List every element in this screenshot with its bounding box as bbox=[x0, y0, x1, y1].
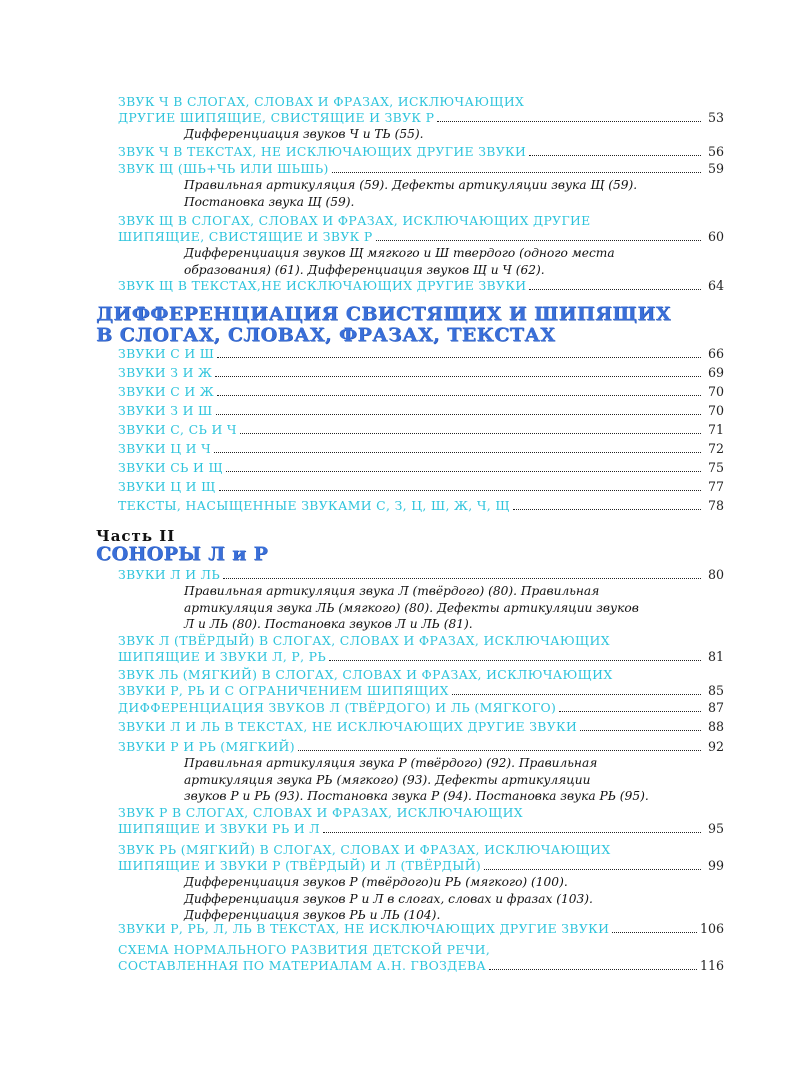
toc-entry-line bbox=[118, 718, 724, 735]
toc-entry-title[interactable]: СХЕМА НОРМАЛЬНОГО РАЗВИТИЯ ДЕТСКОЙ РЕЧИ, bbox=[118, 942, 491, 957]
dot-leader bbox=[612, 920, 697, 933]
page-number[interactable]: 85 bbox=[707, 683, 724, 698]
toc-entry-title[interactable]: ЗВУКИ З И Ш bbox=[118, 403, 213, 418]
toc-entry-line bbox=[118, 648, 724, 665]
page-number[interactable]: 87 bbox=[707, 700, 724, 715]
toc-entry-title[interactable]: ЗВУК Щ В ТЕКСТАХ,НЕ ИСКЛЮЧАЮЩИХ ДРУГИЕ ЗВУКИ bbox=[118, 278, 527, 293]
toc-entry[interactable] bbox=[118, 940, 724, 974]
toc-entry-title[interactable]: ЗВУК РЬ (МЯГКИЙ) В СЛОГАХ, СЛОВАХ И ФРАЗАХ, ИСКЛЮЧАЮЩИХ bbox=[118, 842, 611, 857]
toc-entry-title[interactable]: ЗВУК Щ (ШЬ+ЧЬ ИЛИ ШЬШЬ) bbox=[118, 161, 329, 176]
toc-entry-line bbox=[118, 682, 724, 699]
toc-entry-title[interactable]: ЗВУК Ч В ТЕКСТАХ, НЕ ИСКЛЮЧАЮЩИХ ДРУГИЕ ЗВУКИ bbox=[118, 144, 527, 159]
page-number[interactable]: 81 bbox=[707, 649, 724, 664]
toc-entry-subtopics bbox=[118, 874, 644, 924]
toc-entry-title[interactable]: ДИФФЕРЕНЦИАЦИЯ ЗВУКОВ Л (ТВЁРДОГО) И ЛЬ (МЯГКОГО) bbox=[118, 700, 557, 715]
page-number[interactable]: 70 bbox=[707, 384, 724, 399]
dot-leader bbox=[323, 820, 701, 833]
toc-entry-title[interactable]: ЗВУК Р В СЛОГАХ, СЛОВАХ И ФРАЗАХ, ИСКЛЮЧАЮЩИХ bbox=[118, 805, 523, 820]
toc-entry-line bbox=[118, 566, 724, 583]
toc-entry-line bbox=[118, 277, 724, 294]
subtopic-line: артикуляция звука ЛЬ (мягкого) (80). Дефекты артикуляции звуков bbox=[184, 600, 639, 615]
subtopic-line: Постановка звука Щ (59). bbox=[184, 194, 355, 209]
page-number[interactable]: 70 bbox=[707, 403, 724, 418]
dot-leader bbox=[529, 143, 701, 156]
dot-leader bbox=[226, 459, 701, 472]
dot-leader bbox=[219, 478, 701, 491]
toc-entry-line bbox=[118, 820, 724, 837]
toc-entry[interactable] bbox=[118, 143, 724, 160]
page-number[interactable]: 53 bbox=[707, 110, 724, 125]
toc-entry-title[interactable]: ЗВУКИ Ц И Ч bbox=[118, 441, 212, 456]
page-number[interactable]: 106 bbox=[699, 921, 724, 936]
toc-entry-title[interactable]: ЗВУК Щ В СЛОГАХ, СЛОВАХ И ФРАЗАХ, ИСКЛЮЧАЮЩИХ ДРУГИЕ bbox=[118, 213, 591, 228]
page-number[interactable]: 95 bbox=[707, 821, 724, 836]
page-number[interactable]: 69 bbox=[707, 365, 724, 380]
dot-leader bbox=[437, 109, 701, 122]
toc-entry[interactable] bbox=[118, 803, 724, 837]
dot-leader bbox=[240, 421, 701, 434]
toc-entry[interactable] bbox=[118, 364, 724, 381]
toc-entry-title[interactable]: ЗВУКИ Р, РЬ И С ОГРАНИЧЕНИЕМ ШИПЯЩИХ bbox=[118, 683, 449, 698]
toc-entry-line bbox=[118, 803, 724, 820]
dot-leader bbox=[329, 648, 701, 661]
subtopic-line: звуков Р и РЬ (93). Постановка звука Р (94). Постановка звука РЬ (95). bbox=[184, 789, 649, 803]
toc-entry[interactable] bbox=[118, 497, 724, 514]
subtopic-line: артикуляция звука РЬ (мягкого) (93). Дефекты артикуляции bbox=[184, 772, 591, 787]
toc-entry-title[interactable]: ЗВУКИ Ц И Щ bbox=[118, 479, 216, 494]
toc-entry-line bbox=[118, 109, 724, 126]
toc-entry-line bbox=[118, 497, 724, 514]
dot-leader bbox=[559, 699, 701, 712]
toc-entry[interactable] bbox=[118, 718, 724, 735]
toc-entry[interactable] bbox=[118, 440, 724, 457]
toc-entry-line bbox=[118, 345, 724, 362]
dot-leader bbox=[376, 228, 701, 241]
toc-entry[interactable] bbox=[118, 421, 724, 438]
toc-entry-line bbox=[118, 738, 724, 755]
toc-entry-subtopics bbox=[118, 177, 644, 210]
dot-leader bbox=[217, 345, 701, 358]
dot-leader bbox=[489, 957, 697, 970]
toc-entry-line bbox=[118, 364, 724, 381]
part-label: Часть II bbox=[96, 527, 176, 545]
dot-leader bbox=[513, 497, 701, 510]
page-number[interactable]: 99 bbox=[707, 858, 724, 873]
toc-entry[interactable] bbox=[118, 665, 724, 699]
dot-leader bbox=[214, 440, 701, 453]
page-number[interactable]: 60 bbox=[707, 229, 724, 244]
page-number[interactable]: 64 bbox=[707, 278, 724, 293]
toc-entry-title[interactable]: СОСТАВЛЕННАЯ ПО МАТЕРИАЛАМ А.Н. ГВОЗДЕВА bbox=[118, 958, 487, 973]
subtopic-line: Дифференциация звуков Ч и ТЬ (55). bbox=[184, 127, 424, 141]
toc-entry[interactable] bbox=[118, 840, 724, 924]
page-number[interactable]: 75 bbox=[707, 460, 724, 475]
subtopic-line: Дифференциация звуков Щ мягкого и Ш твердого (одного места bbox=[184, 246, 615, 260]
dot-leader bbox=[452, 682, 701, 695]
page-number[interactable]: 78 bbox=[707, 498, 724, 513]
dot-leader bbox=[298, 738, 701, 751]
dot-leader bbox=[580, 718, 701, 731]
page-number[interactable]: 77 bbox=[707, 479, 724, 494]
toc-entry-title[interactable]: ЗВУК Л (ТВЁРДЫЙ) В СЛОГАХ, СЛОВАХ И ФРАЗАХ, ИСКЛЮЧАЮЩИХ bbox=[118, 633, 610, 648]
toc-entry-title[interactable]: ЗВУКИ С И Ж bbox=[118, 384, 215, 399]
subtopic-line: Правильная артикуляция звука Р (твёрдого) (92). Правильная bbox=[184, 756, 598, 770]
toc-entry[interactable] bbox=[118, 738, 724, 805]
toc-entry-title[interactable]: ЗВУК Ч В СЛОГАХ, СЛОВАХ И ФРАЗАХ, ИСКЛЮЧАЮЩИХ bbox=[118, 94, 525, 109]
toc-entry-title[interactable]: ТЕКСТЫ, НАСЫЩЕННЫЕ ЗВУКАМИ С, З, Ц, Ш, Ж, Ч, Щ bbox=[118, 498, 510, 513]
dot-leader bbox=[223, 566, 701, 579]
toc-entry-line bbox=[118, 440, 724, 457]
subtopic-line: Правильная артикуляция звука Л (твёрдого) (80). Правильная bbox=[184, 584, 600, 598]
toc-entry-line bbox=[118, 92, 724, 109]
page-number[interactable]: 72 bbox=[707, 441, 724, 456]
toc-entry-title[interactable]: ЗВУК ЛЬ (МЯГКИЙ) В СЛОГАХ, СЛОВАХ И ФРАЗАХ, ИСКЛЮЧАЮЩИХ bbox=[118, 667, 613, 682]
dot-leader bbox=[332, 160, 701, 173]
toc-entry-line bbox=[118, 143, 724, 160]
toc-entry[interactable] bbox=[118, 211, 724, 278]
toc-entry[interactable] bbox=[118, 277, 724, 294]
toc-entry-title[interactable]: ЗВУКИ СЬ И Щ bbox=[118, 460, 223, 475]
page-number[interactable]: 116 bbox=[699, 958, 724, 973]
toc-entry-line bbox=[118, 421, 724, 438]
part-title: СОНОРЫ Л и Р bbox=[96, 543, 268, 565]
toc-entry-line bbox=[118, 631, 724, 648]
toc-entry-line bbox=[118, 957, 724, 974]
toc-entry[interactable] bbox=[118, 566, 724, 633]
toc-entry-line bbox=[118, 665, 724, 682]
toc-entry-line bbox=[118, 699, 724, 716]
page-number[interactable]: 92 bbox=[707, 739, 724, 754]
toc-entry-line bbox=[118, 920, 724, 937]
dot-leader bbox=[217, 383, 701, 396]
toc-entry[interactable] bbox=[118, 345, 724, 362]
toc-entry-subtopics bbox=[118, 245, 644, 278]
toc-entry-title[interactable]: ЗВУКИ Л И ЛЬ В ТЕКСТАХ, НЕ ИСКЛЮЧАЮЩИХ ДРУГИЕ ЗВУКИ bbox=[118, 719, 578, 734]
section-title-line: ДИФФЕРЕНЦИАЦИЯ СВИСТЯЩИХ И ШИПЯЩИХ bbox=[96, 303, 671, 325]
toc-entry-title[interactable]: ДРУГИЕ ШИПЯЩИЕ, СВИСТЯЩИЕ И ЗВУК Р bbox=[118, 110, 435, 125]
dot-leader bbox=[484, 857, 701, 870]
toc-entry-line bbox=[118, 402, 724, 419]
toc-entry[interactable] bbox=[118, 699, 724, 716]
toc-entry[interactable] bbox=[118, 402, 724, 419]
toc-entry-title[interactable]: ЗВУКИ С, СЬ И Ч bbox=[118, 422, 237, 437]
page-number[interactable]: 56 bbox=[707, 144, 724, 159]
subtopic-line: Дифференциация звуков РЬ и ЛЬ (104). bbox=[184, 908, 441, 922]
dot-leader bbox=[529, 277, 701, 290]
toc-entry-title[interactable]: ШИПЯЩИЕ, СВИСТЯЩИЕ И ЗВУК Р bbox=[118, 229, 373, 244]
subtopic-line: Дифференциация звуков Р и Л в слогах, словах и фразах (103). bbox=[184, 891, 593, 906]
toc-entry-line bbox=[118, 160, 724, 177]
subtopic-line: Правильная артикуляция (59). Дефекты артикуляции звука Щ (59). bbox=[184, 178, 638, 192]
toc-entry-title[interactable]: ШИПЯЩИЕ И ЗВУКИ Р (ТВЁРДЫЙ) И Л (ТВЁРДЫЙ) bbox=[118, 858, 482, 873]
page-number[interactable]: 80 bbox=[707, 567, 724, 582]
toc-entry-line bbox=[118, 211, 724, 228]
toc-entry[interactable] bbox=[118, 160, 724, 210]
dot-leader bbox=[215, 364, 701, 377]
toc-entry-title[interactable]: ЗВУКИ З И Ж bbox=[118, 365, 213, 380]
toc-entry-line bbox=[118, 840, 724, 857]
toc-entry-title[interactable]: ШИПЯЩИЕ И ЗВУКИ Л, Р, РЬ bbox=[118, 649, 327, 664]
subtopic-line: Дифференциация звуков Р (твёрдого)и РЬ (мягкого) (100). bbox=[184, 875, 568, 889]
toc-entry-line bbox=[118, 228, 724, 245]
toc-entry-subtopics bbox=[118, 755, 649, 805]
toc-entry-title[interactable]: ЗВУКИ Л И ЛЬ bbox=[118, 567, 221, 582]
toc-entry[interactable] bbox=[118, 920, 724, 937]
toc-entry-line bbox=[118, 383, 724, 400]
toc-entry[interactable] bbox=[118, 478, 724, 495]
page-number[interactable]: 88 bbox=[707, 719, 724, 734]
toc-entry-subtopics bbox=[118, 126, 644, 143]
toc-entry-line bbox=[118, 940, 724, 957]
toc-entry[interactable] bbox=[118, 631, 724, 665]
page-number[interactable]: 66 bbox=[707, 346, 724, 361]
subtopic-line: образования) (61). Дифференциация звуков Щ и Ч (62). bbox=[184, 262, 545, 277]
subtopic-line: Л и ЛЬ (80). Постановка звуков Л и ЛЬ (81). bbox=[184, 617, 473, 631]
toc-entry-title[interactable]: ЗВУКИ Р И РЬ (МЯГКИЙ) bbox=[118, 739, 295, 754]
page-number[interactable]: 59 bbox=[707, 161, 724, 176]
toc-entry-subtopics bbox=[118, 583, 644, 633]
toc-entry-title[interactable]: ШИПЯЩИЕ И ЗВУКИ РЬ И Л bbox=[118, 821, 320, 836]
toc-entry[interactable] bbox=[118, 459, 724, 476]
toc-entry[interactable] bbox=[118, 383, 724, 400]
section-title-line: В СЛОГАХ, СЛОВАХ, ФРАЗАХ, ТЕКСТАХ bbox=[96, 324, 556, 346]
page-number[interactable]: 71 bbox=[707, 422, 724, 437]
toc-entry-title[interactable]: ЗВУКИ С И Ш bbox=[118, 346, 215, 361]
toc-entry-line bbox=[118, 478, 724, 495]
toc-entry[interactable] bbox=[118, 92, 724, 143]
section-title-differentiation bbox=[96, 304, 671, 346]
toc-entry-title[interactable]: ЗВУКИ Р, РЬ, Л, ЛЬ В ТЕКСТАХ, НЕ ИСКЛЮЧАЮЩИХ ДРУГИЕ ЗВУКИ bbox=[118, 921, 610, 936]
toc-entry-line bbox=[118, 459, 724, 476]
dot-leader bbox=[216, 402, 701, 415]
toc-entry-line bbox=[118, 857, 724, 874]
